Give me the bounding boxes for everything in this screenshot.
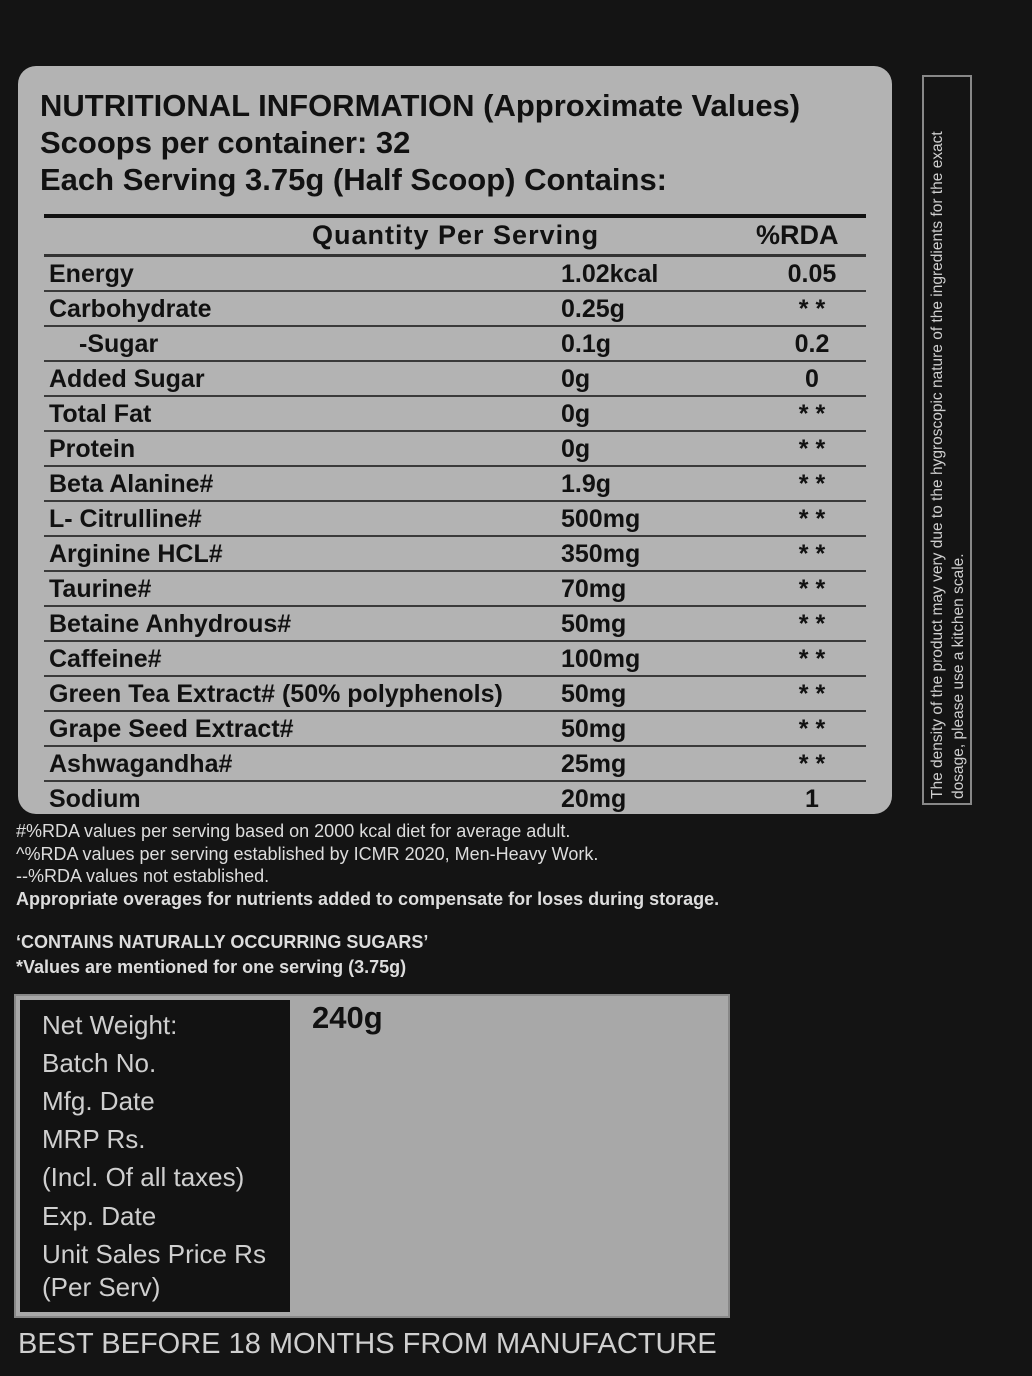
nutrient-quantity: 0g <box>561 365 591 393</box>
nutrient-quantity: 50mg <box>561 680 627 708</box>
nutrient-quantity: 50mg <box>561 610 627 638</box>
density-side-note <box>922 75 972 805</box>
naturally-occurring-sugars-note: ‘CONTAINS NATURALLY OCCURRING SUGARS’ <box>16 932 429 952</box>
nutrient-name: Sodium <box>49 785 141 813</box>
unit-sales-price-label: Unit Sales Price Rs <box>42 1239 266 1269</box>
nutrient-name: L- Citrulline# <box>49 505 202 533</box>
scoops-per-container: Scoops per container: 32 <box>40 125 411 160</box>
table-row <box>44 712 866 747</box>
nutrient-quantity: 0.1g <box>561 330 612 358</box>
nutrient-name: Energy <box>49 260 134 288</box>
label-column <box>20 1000 290 1312</box>
table-row <box>44 607 866 642</box>
nutrient-name: Arginine HCL# <box>49 540 223 568</box>
table-row <box>44 537 866 572</box>
per-serv-label: (Per Serv) <box>42 1272 161 1302</box>
nutrient-name: Carbohydrate <box>49 295 212 323</box>
nutrient-rda: 0.05 <box>787 260 837 288</box>
nutrient-quantity: 50mg <box>561 715 627 743</box>
footnote-rda-2000kcal: #%RDA values per serving based on 2000 kcal diet for average adult. <box>16 821 571 841</box>
nutrient-rda: * * <box>798 435 826 463</box>
nutrient-rda: * * <box>798 680 826 708</box>
rda-column-header: %RDA <box>756 220 839 250</box>
best-before-footer: BEST BEFORE 18 MONTHS FROM MANUFACTURE <box>18 1328 717 1360</box>
table-row <box>44 747 866 782</box>
net-weight-value: 240g <box>312 1000 383 1035</box>
nutrient-quantity: 0g <box>561 400 591 428</box>
nutrient-name: -Sugar <box>79 330 159 358</box>
nutrient-rda: * * <box>798 575 826 603</box>
table-row <box>44 677 866 712</box>
table-row <box>44 782 866 815</box>
table-row <box>44 432 866 467</box>
nutrient-rda: * * <box>798 470 826 498</box>
table-row <box>44 362 866 397</box>
table-header <box>44 218 866 257</box>
nutrient-quantity: 350mg <box>561 540 641 568</box>
exp-date-label: Exp. Date <box>42 1201 157 1231</box>
batch-no-label: Batch No. <box>42 1048 157 1078</box>
nutrition-table <box>44 214 866 815</box>
nutrient-name: Taurine# <box>49 575 152 603</box>
nutrient-quantity: 20mg <box>561 785 627 813</box>
nutrient-quantity: 100mg <box>561 645 641 673</box>
table-row <box>44 467 866 502</box>
mrp-label: MRP Rs. <box>42 1124 146 1154</box>
nutrient-quantity: 70mg <box>561 575 627 603</box>
table-row <box>44 502 866 537</box>
nutrient-name: Protein <box>49 435 136 463</box>
table-row <box>44 642 866 677</box>
serving-values-note: *Values are mentioned for one serving (3.75g) <box>16 957 407 977</box>
incl-taxes-label: (Incl. Of all taxes) <box>42 1162 245 1192</box>
nutrient-quantity: 1.9g <box>561 470 612 498</box>
nutrient-rda: * * <box>798 505 826 533</box>
nutrient-rda: * * <box>798 540 826 568</box>
nutrient-rda: * * <box>798 645 826 673</box>
table-row <box>44 257 866 292</box>
table-row <box>44 327 866 362</box>
sugar-notes <box>16 930 428 980</box>
quantity-column-header: Quantity Per Serving <box>312 220 600 250</box>
nutrient-name: Caffeine# <box>49 645 162 673</box>
nutrient-name: Total Fat <box>49 400 152 428</box>
nutrient-quantity: 25mg <box>561 750 627 778</box>
nutrient-rda: 0 <box>805 365 819 393</box>
nutrient-rda: 1 <box>805 785 819 813</box>
nutrient-name: Green Tea Extract# (50% polyphenols) <box>49 680 503 708</box>
nutrient-quantity: 0g <box>561 435 591 463</box>
nutrient-quantity: 1.02kcal <box>561 260 659 288</box>
nutrition-title: NUTRITIONAL INFORMATION (Approximate Values) <box>40 88 801 123</box>
serving-size: Each Serving 3.75g (Half Scoop) Contains: <box>40 162 668 197</box>
table-row <box>44 572 866 607</box>
net-weight-label: Net Weight: <box>42 1010 178 1040</box>
nutrient-name: Betaine Anhydrous# <box>49 610 292 638</box>
mfg-date-label: Mfg. Date <box>42 1086 155 1116</box>
nutrient-quantity: 0.25g <box>561 295 625 323</box>
nutrient-rda: * * <box>798 295 826 323</box>
table-row <box>44 292 866 327</box>
nutrient-name: Beta Alanine# <box>49 470 214 498</box>
nutrient-rda: 0.2 <box>794 330 830 358</box>
net-weight-box <box>14 994 730 1318</box>
nutrient-name: Ashwagandha# <box>49 750 233 778</box>
nutrient-rda: * * <box>798 750 826 778</box>
density-note-text: The density of the product may very due to the hygroscopic nature of the ingredients for the exact dosage, please use a kitchen scale. <box>929 131 967 799</box>
table-row <box>44 397 866 432</box>
nutrient-quantity: 500mg <box>561 505 641 533</box>
nutrient-rda: * * <box>798 400 826 428</box>
footnote-rda-not-established: --%RDA values not established. <box>16 866 270 886</box>
nutrient-name: Grape Seed Extract# <box>49 715 294 743</box>
footnote-rda-icmr: ^%RDA values per serving established by ICMR 2020, Men-Heavy Work. <box>16 843 599 864</box>
footnote-overages: Appropriate overages for nutrients added to compensate for loses during storage. <box>16 888 720 909</box>
rda-footnotes <box>16 820 719 910</box>
nutrient-name: Added Sugar <box>49 365 205 393</box>
nutrient-rda: * * <box>798 715 826 743</box>
nutrition-panel <box>18 66 892 814</box>
nutrient-rda: * * <box>798 610 826 638</box>
